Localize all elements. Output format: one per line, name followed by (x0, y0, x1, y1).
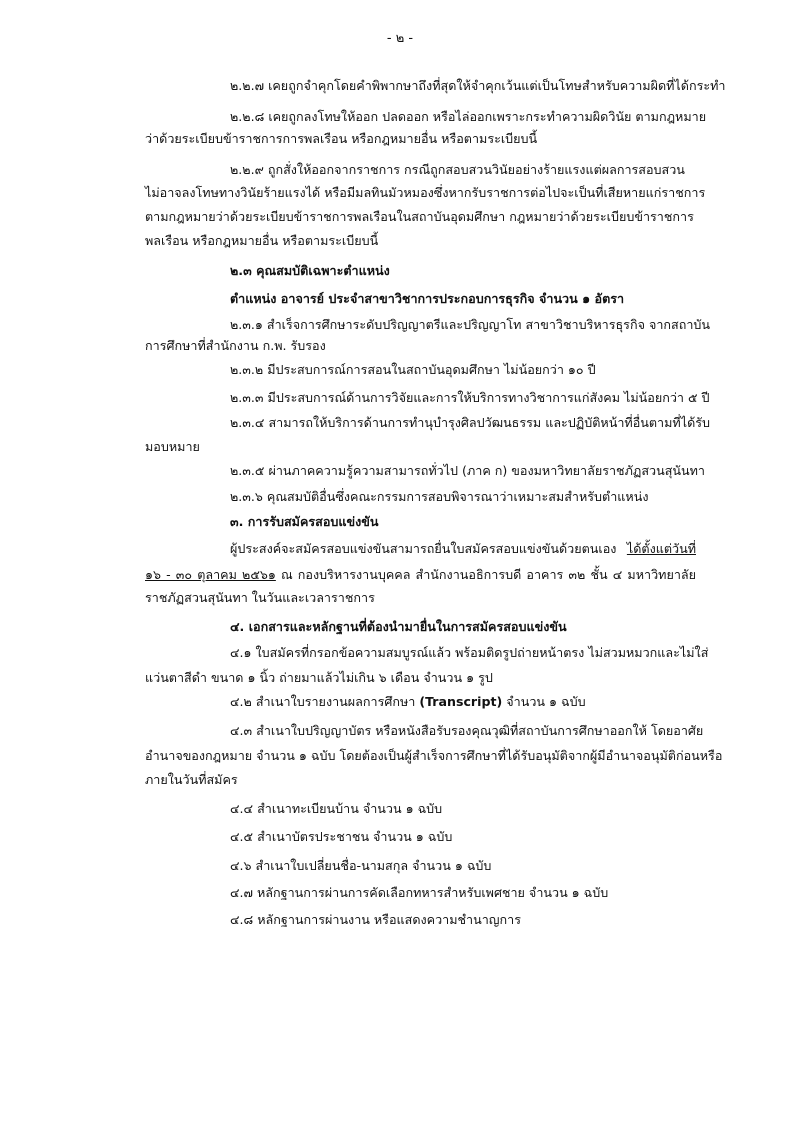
clause-2-3-1-line2: การศึกษาที่สำนักงาน ก.พ. รับรอง (145, 338, 326, 353)
clause-2-3-1-line1: ๒.๓.๑ สำเร็จการศึกษาระดับปริญญาตรีและปริญญาโท สาขาวิชาบริหารธุรกิจ จากสถาบัน (230, 317, 711, 332)
clause-4-8: ๔.๘ หลักฐานการผ่านงาน หรือแสดงความชำนาญการ (230, 912, 522, 927)
clause-4-2 (230, 693, 586, 711)
clause-4-3-line3: ภายในวันที่สมัคร (145, 772, 238, 787)
clause-2-3-2: ๒.๓.๒ มีประสบการณ์การสอนในสถาบันอุดมศึกษา ไม่น้อยกว่า ๑๐ ปี (230, 362, 596, 377)
clause-4-6: ๔.๖ สำเนาใบเปลี่ยนชื่อ-นามสกุล จำนวน ๑ ฉบับ (230, 858, 492, 873)
clause-4-1-line1: ๔.๑ ใบสมัครที่กรอกข้อความสมบูรณ์แล้ว พร้อมติดรูปถ่ายหน้าตรง ไม่สวมหมวกและไม่ใส่ (230, 645, 709, 660)
clause-2-2-9-line2: ไม่อาจลงโทษทางวินัยร้ายแรงได้ หรือมีมลทินมัวหมองซึ่งหากรับราชการต่อไปจะเป็นที่เสียหายแก่ราชการ (145, 185, 706, 200)
position-title: ตำแหน่ง อาจารย์ ประจำสาขาวิชาการประกอบการธุรกิจ จำนวน ๑ อัตรา (230, 291, 625, 306)
page-number: - ๒ - (386, 31, 414, 46)
clause-4-5: ๔.๕ สำเนาบัตรประชาชน จำนวน ๑ ฉบับ (230, 829, 453, 844)
section-4-heading: ๔. เอกสารและหลักฐานที่ต้องนำมายื่นในการสมัครสอบแข่งขัน (230, 619, 567, 634)
section-3-heading: ๓. การรับสมัครสอบแข่งขัน (230, 514, 379, 529)
transcript-label: (Transcript) (419, 694, 503, 709)
clause-2-3-4-line2: มอบหมาย (145, 439, 200, 454)
clause-2-3-5: ๒.๓.๕ ผ่านภาคความรู้ความสามารถทั่วไป (ภาค ก) ของมหาวิทยาลัยราชภัฏสวนสุนันทา (230, 463, 705, 478)
application-period-start-text: ได้ตั้งแต่วันที่ (626, 541, 696, 556)
clause-4-2-count: จำนวน ๑ ฉบับ (502, 694, 586, 709)
clause-2-3-4-line1: ๒.๓.๔ สามารถให้บริการด้านการทำนุบำรุงศิลปวัฒนธรรม และปฏิบัติหน้าที่อื่นตามที่ได้รับ (230, 415, 711, 430)
clause-4-7: ๔.๗ หลักฐานการผ่านการคัดเลือกทหารสำหรับเพศชาย จำนวน ๑ ฉบับ (230, 885, 609, 900)
section-2-3-heading: ๒.๓ คุณสมบัติเฉพาะตำแหน่ง (230, 263, 390, 278)
clause-2-3-3: ๒.๓.๓ มีประสบการณ์ด้านการวิจัยและการให้บริการทางวิชาการแก่สังคม ไม่น้อยกว่า ๕ ปี (230, 390, 710, 405)
clause-4-2-text: ๔.๒ สำเนาใบรายงานผลการศึกษา (230, 694, 420, 709)
clause-4-3-line2: อำนาจของกฎหมาย จำนวน ๑ ฉบับ โดยต้องเป็นผู้สำเร็จการศึกษาที่ได้รับอนุมัติจากผู้มีอำนาจอนุมัติก่อนหรือ (145, 748, 723, 763)
clause-4-1-line2: แว่นตาสีดำ ขนาด ๑ นิ้ว ถ่ายมาแล้วไม่เกิน ๖ เดือน จำนวน ๑ รูป (145, 670, 493, 685)
section-3-line1-text: ผู้ประสงค์จะสมัครสอบแข่งขันสามารถยื่นใบสมัครสอบแข่งขันด้วยตนเอง (230, 541, 627, 556)
clause-4-4: ๔.๔ สำเนาทะเบียนบ้าน จำนวน ๑ ฉบับ (230, 801, 443, 816)
section-3-line3: ราชภัฏสวนสุนันทา ในวันและเวลาราชการ (145, 590, 375, 605)
clause-2-2-8-line1: ๒.๒.๘ เคยถูกลงโทษให้ออก ปลดออก หรือไล่ออกเพราะกระทำความผิดวินัย ตามกฎหมาย (230, 109, 707, 124)
section-3-line2-text: ณ กองบริหารงานบุคคล สำนักงานอธิการบดี อาคาร ๓๒ ชั้น ๔ มหาวิทยาลัย (275, 567, 696, 582)
clause-2-2-9-line4: พลเรือน หรือกฎหมายอื่น หรือตามระเบียบนี้ (145, 233, 379, 248)
section-3-line1 (230, 540, 696, 558)
clause-2-2-9-line3: ตามกฎหมายว่าด้วยระเบียบข้าราชการพลเรือนในสถาบันอุดมศึกษา กฎหมายว่าด้วยระเบียบข้าราชการ (145, 209, 694, 224)
application-period-dates: ๑๖ - ๓๐ ตุลาคม ๒๕๖๑ (145, 567, 276, 582)
clause-2-3-6: ๒.๓.๖ คุณสมบัติอื่นซึ่งคณะกรรมการสอบพิจารณาว่าเหมาะสมสำหรับตำแหน่ง (230, 489, 649, 504)
clause-4-3-line1: ๔.๓ สำเนาใบปริญญาบัตร หรือหนังสือรับรองคุณวุฒิที่สถาบันการศึกษาออกให้ โดยอาศัย (230, 723, 704, 738)
clause-2-2-8-line2: ว่าด้วยระเบียบข้าราชการการพลเรือน หรือกฎหมายอื่น หรือตามระเบียบนี้ (145, 131, 538, 146)
section-3-line2 (145, 566, 696, 584)
clause-2-2-9-line1: ๒.๒.๙ ถูกสั่งให้ออกจากราชการ กรณีถูกสอบสวนวินัยอย่างร้ายแรงแต่ผลการสอบสวน (230, 162, 685, 177)
clause-2-2-7: ๒.๒.๗ เคยถูกจำคุกโดยคำพิพากษาถึงที่สุดให้จำคุกเว้นแต่เป็นโทษสำหรับความผิดที่ได้กระทำ (230, 78, 726, 93)
